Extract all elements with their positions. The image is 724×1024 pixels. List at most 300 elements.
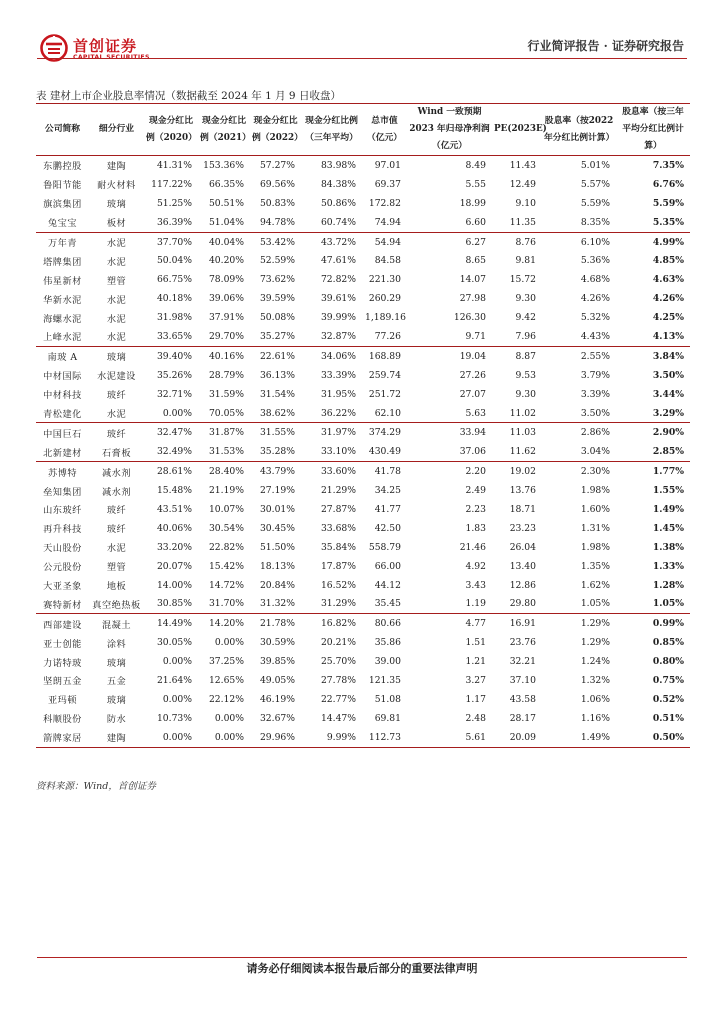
value-cell: 21.46	[459, 541, 486, 553]
sector-cell: 玻璃	[89, 346, 144, 365]
column-header: PE(2023E)	[492, 104, 542, 156]
dividend-yield-avg-cell: 0.99%	[616, 614, 690, 633]
table-row	[36, 594, 690, 613]
table-row	[36, 366, 690, 385]
value-cell: 29.96%	[250, 728, 301, 747]
value-cell: 9.81	[515, 255, 536, 267]
value-cell: 30.45%	[259, 522, 295, 534]
table-row	[36, 346, 690, 365]
value-cell: 22.82%	[208, 541, 244, 553]
table-row	[36, 289, 690, 308]
value-cell: 3.43	[465, 579, 486, 591]
value-cell: 5.63	[465, 407, 486, 419]
value-cell: 30.05%	[156, 637, 192, 649]
table-body	[36, 156, 690, 748]
value-cell: 27.87%	[320, 503, 356, 515]
value-cell: 36.39%	[156, 216, 192, 228]
value-cell: 69.81	[374, 712, 401, 724]
value-cell: 2.20	[407, 462, 492, 481]
dividend-yield-avg-cell: 4.13%	[652, 330, 684, 342]
value-cell: 13.76	[509, 485, 536, 497]
value-cell: 5.32%	[580, 312, 610, 324]
value-cell: 1.24%	[580, 656, 610, 668]
value-cell: 7.96	[515, 330, 536, 342]
value-cell: 28.61%	[144, 462, 198, 481]
value-cell: 16.52%	[320, 579, 356, 591]
dividend-yield-avg-cell: 5.59%	[652, 197, 684, 209]
table-row	[36, 423, 690, 442]
sector-cell: 水泥	[89, 232, 144, 251]
company-name-cell: 北新建材	[43, 447, 82, 459]
value-cell: 6.10%	[542, 232, 616, 251]
table-row	[36, 232, 690, 251]
value-cell: 33.68%	[320, 522, 356, 534]
value-cell: 38.62%	[259, 407, 295, 419]
value-cell: 14.20%	[198, 614, 250, 633]
value-cell: 4.26%	[580, 293, 610, 305]
value-cell: 10.07%	[208, 503, 244, 515]
value-cell: 78.09%	[208, 274, 244, 286]
value-cell: 4.43%	[580, 330, 610, 342]
value-cell: 3.79%	[580, 369, 610, 381]
dividend-yield-avg-cell: 3.50%	[652, 369, 684, 381]
sector-cell: 涂料	[106, 638, 127, 650]
company-logo	[40, 34, 170, 66]
value-cell: 14.07	[459, 274, 486, 286]
value-cell: 5.61	[407, 728, 492, 747]
value-cell: 1.16%	[580, 712, 610, 724]
company-name-cell: 中材科技	[43, 390, 82, 402]
value-cell: 28.40%	[198, 462, 250, 481]
value-cell: 50.04%	[156, 255, 192, 267]
value-cell: 4.77	[407, 614, 492, 633]
dividend-yield-avg-cell: 4.85%	[652, 255, 684, 267]
dividend-yield-avg-cell: 0.85%	[652, 637, 684, 649]
value-cell: 11.03	[492, 423, 542, 442]
company-name-cell: 青松建化	[43, 409, 82, 421]
sector-cell: 水泥	[106, 313, 127, 325]
dividend-yield-avg-cell: 1.49%	[652, 503, 684, 515]
header-divider	[37, 58, 687, 59]
company-name-cell: 再升科技	[43, 524, 82, 536]
value-cell: 39.99%	[320, 312, 356, 324]
value-cell: 51.50%	[259, 541, 295, 553]
column-header: 细分行业	[89, 104, 144, 156]
company-name-cell: 赛特新材	[43, 599, 82, 611]
value-cell: 15.72	[509, 274, 536, 286]
value-cell: 30.54%	[208, 522, 244, 534]
dividend-yield-avg-cell: 0.52%	[652, 693, 684, 705]
dividend-yield-avg-cell: 0.80%	[652, 656, 684, 668]
dividend-yield-avg-cell: 2.85%	[652, 446, 684, 458]
value-cell: 14.47%	[320, 712, 356, 724]
value-cell: 3.50%	[580, 407, 610, 419]
sector-cell: 混凝土	[89, 614, 144, 633]
table-row	[36, 576, 690, 595]
value-cell: 1.19	[465, 598, 486, 610]
value-cell: 37.10	[509, 674, 536, 686]
value-cell: 5.59%	[580, 197, 610, 209]
value-cell: 9.30	[515, 293, 536, 305]
column-header: 现金分红比例（2021）	[198, 104, 250, 156]
value-cell: 43.79%	[250, 462, 301, 481]
value-cell: 11.43	[509, 159, 536, 171]
value-cell: 6.27	[407, 232, 492, 251]
value-cell: 374.29	[362, 423, 407, 442]
dividend-yield-avg-cell: 0.50%	[616, 728, 690, 747]
table-row	[36, 538, 690, 557]
company-name-cell: 中国巨石	[36, 423, 89, 442]
dividend-yield-avg-cell: 4.63%	[652, 274, 684, 286]
sector-cell: 建陶	[89, 728, 144, 747]
value-cell: 41.78	[362, 462, 407, 481]
value-cell: 40.18%	[156, 293, 192, 305]
value-cell: 49.05%	[259, 674, 295, 686]
value-cell: 14.49%	[144, 614, 198, 633]
value-cell: 20.07%	[156, 560, 192, 572]
value-cell: 27.07	[459, 388, 486, 400]
value-cell: 37.70%	[144, 232, 198, 251]
table-row	[36, 327, 690, 346]
table-row	[36, 481, 690, 500]
value-cell: 34.25	[374, 485, 401, 497]
column-header: 股息率（按三年平均分红比例计算）	[616, 104, 690, 156]
value-cell: 14.00%	[156, 579, 192, 591]
sector-cell: 防水	[106, 714, 127, 726]
page-header	[0, 0, 724, 66]
value-cell: 66.35%	[208, 178, 244, 190]
report-type: 行业简评报告 · 证券研究报告	[527, 39, 684, 53]
value-cell: 1.31%	[580, 522, 610, 534]
table-caption: 表 建材上市企业股息率情况（数据截至 2024 年 1 月 9 日收盘）	[36, 90, 341, 102]
value-cell: 35.84%	[320, 541, 356, 553]
value-cell: 19.04	[407, 346, 492, 365]
company-name-cell: 力诺特玻	[43, 657, 82, 669]
dividend-yield-avg-cell: 1.55%	[652, 485, 684, 497]
value-cell: 2.55%	[542, 346, 616, 365]
value-cell: 37.25%	[208, 656, 244, 668]
value-cell: 47.61%	[320, 255, 356, 267]
value-cell: 17.87%	[320, 560, 356, 572]
dividend-yield-avg-cell: 1.05%	[652, 598, 684, 610]
value-cell: 28.79%	[208, 369, 244, 381]
value-cell: 112.73	[362, 728, 407, 747]
value-cell: 53.42%	[250, 232, 301, 251]
value-cell: 33.60%	[301, 462, 362, 481]
value-cell: 77.26	[374, 330, 401, 342]
value-cell: 9.53	[515, 369, 536, 381]
sector-cell: 玻纤	[89, 423, 144, 442]
value-cell: 1.35%	[580, 560, 610, 572]
sector-cell: 耐火材料	[97, 180, 136, 192]
table-row	[36, 308, 690, 327]
value-cell: 27.78%	[320, 674, 356, 686]
dividend-yield-avg-cell: 4.26%	[652, 293, 684, 305]
legal-disclaimer-footer: 请务必仔细阅读本报告最后部分的重要法律声明	[246, 962, 478, 975]
sector-cell: 玻璃	[106, 199, 127, 211]
dividend-yield-avg-cell: 1.45%	[652, 522, 684, 534]
value-cell: 0.00%	[162, 693, 192, 705]
sector-cell: 地板	[106, 581, 127, 593]
value-cell: 30.01%	[259, 503, 295, 515]
table-row	[36, 500, 690, 519]
value-cell: 22.77%	[320, 693, 356, 705]
value-cell: 72.82%	[320, 274, 356, 286]
value-cell: 54.94	[362, 232, 407, 251]
table-row	[36, 404, 690, 423]
value-cell: 5.57%	[580, 178, 610, 190]
value-cell: 126.30	[453, 312, 486, 324]
company-name-cell: 华新水泥	[43, 294, 82, 306]
value-cell: 1.32%	[580, 674, 610, 686]
dividend-yield-avg-cell: 3.29%	[652, 407, 684, 419]
value-cell: 0.00%	[214, 712, 244, 724]
value-cell: 51.25%	[156, 197, 192, 209]
value-cell: 50.86%	[320, 197, 356, 209]
company-name-cell: 南玻 A	[36, 346, 89, 365]
sector-cell: 玻纤	[106, 390, 127, 402]
value-cell: 41.77	[374, 503, 401, 515]
value-cell: 20.84%	[259, 579, 295, 591]
value-cell: 43.51%	[156, 503, 192, 515]
value-cell: 15.48%	[156, 485, 192, 497]
company-name-cell: 鲁阳节能	[43, 180, 82, 192]
value-cell: 28.17	[509, 712, 536, 724]
value-cell: 1.98%	[580, 541, 610, 553]
value-cell: 8.65	[465, 255, 486, 267]
value-cell: 37.06	[459, 446, 486, 458]
dividend-yield-avg-cell: 5.35%	[652, 216, 684, 228]
company-name-cell: 大亚圣象	[43, 581, 82, 593]
sector-cell: 板材	[106, 218, 127, 230]
value-cell: 46.19%	[259, 693, 295, 705]
value-cell: 153.36%	[203, 159, 244, 171]
sector-cell: 塑管	[106, 562, 127, 574]
value-cell: 2.23	[465, 503, 486, 515]
sector-cell: 玻纤	[106, 524, 127, 536]
value-cell: 11.35	[509, 216, 536, 228]
table-row	[36, 385, 690, 404]
dividend-yield-avg-cell: 7.35%	[652, 159, 684, 171]
sector-cell: 水泥建设	[97, 371, 136, 383]
table-row	[36, 709, 690, 728]
table-row	[36, 519, 690, 538]
value-cell: 27.98	[459, 293, 486, 305]
value-cell: 2.49	[465, 485, 486, 497]
sector-cell: 减水剂	[89, 462, 144, 481]
value-cell: 5.55	[465, 178, 486, 190]
value-cell: 32.49%	[156, 446, 192, 458]
company-name-cell: 公元股份	[43, 562, 82, 574]
value-cell: 31.70%	[208, 598, 244, 610]
value-cell: 31.54%	[259, 388, 295, 400]
value-cell: 168.89	[362, 346, 407, 365]
column-header: 现金分红比例（三年平均）	[301, 104, 362, 156]
table-row	[36, 156, 690, 175]
company-name-cell: 上峰水泥	[43, 332, 82, 344]
value-cell: 35.26%	[156, 369, 192, 381]
value-cell: 4.68%	[580, 274, 610, 286]
sector-cell: 玻璃	[106, 695, 127, 707]
value-cell: 16.82%	[301, 614, 362, 633]
value-cell: 70.05%	[208, 407, 244, 419]
value-cell: 39.06%	[208, 293, 244, 305]
sector-cell: 玻璃	[106, 657, 127, 669]
value-cell: 66.00	[374, 560, 401, 572]
value-cell: 0.00%	[162, 656, 192, 668]
value-cell: 1.17	[465, 693, 486, 705]
value-cell: 73.62%	[259, 274, 295, 286]
value-cell: 43.72%	[301, 232, 362, 251]
sector-cell: 水泥	[106, 543, 127, 555]
value-cell: 21.29%	[320, 485, 356, 497]
value-cell: 251.72	[368, 388, 401, 400]
company-name-cell: 东鹏控股	[43, 161, 82, 173]
value-cell: 1.06%	[580, 693, 610, 705]
value-cell: 40.04%	[198, 232, 250, 251]
value-cell: 0.00%	[214, 637, 244, 649]
value-cell: 84.38%	[320, 178, 356, 190]
sector-cell: 水泥	[106, 294, 127, 306]
value-cell: 23.76	[509, 637, 536, 649]
value-cell: 39.40%	[144, 346, 198, 365]
value-cell: 1.05%	[580, 598, 610, 610]
value-cell: 40.06%	[156, 522, 192, 534]
value-cell: 40.16%	[198, 346, 250, 365]
value-cell: 15.42%	[208, 560, 244, 572]
column-header: 现金分红比例（2022）	[250, 104, 301, 156]
value-cell: 3.27	[465, 674, 486, 686]
column-header: 公司简称	[36, 104, 89, 156]
value-cell: 22.61%	[250, 346, 301, 365]
value-cell: 97.01	[374, 159, 401, 171]
sector-cell: 真空绝热板	[92, 599, 141, 611]
value-cell: 1.98%	[580, 485, 610, 497]
sector-cell: 石膏板	[101, 447, 132, 459]
company-name-cell: 万年青	[36, 232, 89, 251]
value-cell: 52.59%	[259, 255, 295, 267]
sector-cell: 五金	[106, 676, 127, 688]
company-name-cell: 山东玻纤	[43, 505, 82, 517]
value-cell: 21.19%	[208, 485, 244, 497]
value-cell: 8.35%	[580, 216, 610, 228]
table-row	[36, 728, 690, 747]
value-cell: 41.31%	[156, 159, 192, 171]
dividend-yield-avg-cell: 2.90%	[616, 423, 690, 442]
value-cell: 31.95%	[320, 388, 356, 400]
value-cell: 29.70%	[208, 330, 244, 342]
value-cell: 2.48	[465, 712, 486, 724]
value-cell: 2.30%	[542, 462, 616, 481]
value-cell: 4.92	[465, 560, 486, 572]
value-cell: 1.49%	[542, 728, 616, 747]
value-cell: 3.39%	[580, 388, 610, 400]
value-cell: 35.45	[374, 598, 401, 610]
footer-divider	[37, 957, 687, 958]
dividend-yield-avg-cell: 4.25%	[652, 312, 684, 324]
value-cell: 43.58	[509, 693, 536, 705]
sector-cell: 减水剂	[101, 486, 132, 498]
value-cell: 117.22%	[151, 178, 192, 190]
dividend-yield-avg-cell: 1.38%	[652, 541, 684, 553]
table-row	[36, 270, 690, 289]
value-cell: 0.00%	[198, 728, 250, 747]
company-name-cell: 中材国际	[43, 371, 82, 383]
value-cell: 35.86	[374, 637, 401, 649]
sector-cell: 玻纤	[106, 505, 127, 517]
value-cell: 44.12	[374, 579, 401, 591]
value-cell: 21.78%	[250, 614, 301, 633]
value-cell: 1.51	[465, 637, 486, 649]
value-cell: 33.94	[407, 423, 492, 442]
value-cell: 11.02	[509, 407, 536, 419]
value-cell: 36.13%	[259, 369, 295, 381]
dividend-yield-avg-cell: 4.99%	[616, 232, 690, 251]
column-header: 股息率（按2022 年分红比例计算）	[542, 104, 616, 156]
company-name-cell: 西部建设	[36, 614, 89, 633]
value-cell: 1.29%	[542, 614, 616, 633]
company-name-cell: 科顺股份	[43, 714, 82, 726]
table-row	[36, 442, 690, 461]
value-cell: 33.39%	[320, 369, 356, 381]
value-cell: 69.56%	[259, 178, 295, 190]
value-cell: 11.62	[509, 446, 536, 458]
value-cell: 121.35	[368, 674, 401, 686]
value-cell: 31.55%	[250, 423, 301, 442]
value-cell: 0.00%	[144, 728, 198, 747]
dividend-yield-avg-cell: 6.76%	[652, 178, 684, 190]
company-name-cell: 天山股份	[43, 543, 82, 555]
value-cell: 1.21	[465, 656, 486, 668]
value-cell: 2.86%	[542, 423, 616, 442]
dividend-yield-avg-cell: 0.51%	[652, 712, 684, 724]
table-row	[36, 194, 690, 213]
sector-cell: 水泥	[106, 256, 127, 268]
table-header-row	[36, 104, 690, 156]
sector-cell: 水泥	[106, 332, 127, 344]
value-cell: 35.27%	[259, 330, 295, 342]
value-cell: 31.53%	[208, 446, 244, 458]
table-row	[36, 633, 690, 652]
value-cell: 31.32%	[259, 598, 295, 610]
value-cell: 26.04	[509, 541, 536, 553]
value-cell: 5.36%	[580, 255, 610, 267]
value-cell: 33.10%	[320, 446, 356, 458]
company-name-cell: 旗滨集团	[43, 199, 82, 211]
value-cell: 9.42	[515, 312, 536, 324]
value-cell: 57.27%	[259, 159, 295, 171]
value-cell: 29.80	[509, 598, 536, 610]
value-cell: 31.98%	[156, 312, 192, 324]
value-cell: 558.79	[368, 541, 401, 553]
sector-cell: 水泥	[106, 409, 127, 421]
value-cell: 12.65%	[208, 674, 244, 686]
table-row	[36, 614, 690, 633]
value-cell: 172.82	[368, 197, 401, 209]
table-row	[36, 557, 690, 576]
logo-text-cn: 首创证券	[73, 37, 138, 55]
value-cell: 25.70%	[320, 656, 356, 668]
dividend-yield-avg-cell: 1.77%	[616, 462, 690, 481]
value-cell: 10.73%	[156, 712, 192, 724]
value-cell: 20.09	[492, 728, 542, 747]
value-cell: 32.87%	[320, 330, 356, 342]
value-cell: 221.30	[368, 274, 401, 286]
company-name-cell: 亚士创能	[43, 638, 82, 650]
dividend-yield-avg-cell: 3.44%	[652, 388, 684, 400]
value-cell: 9.99%	[301, 728, 362, 747]
company-name-cell: 垒知集团	[43, 486, 82, 498]
